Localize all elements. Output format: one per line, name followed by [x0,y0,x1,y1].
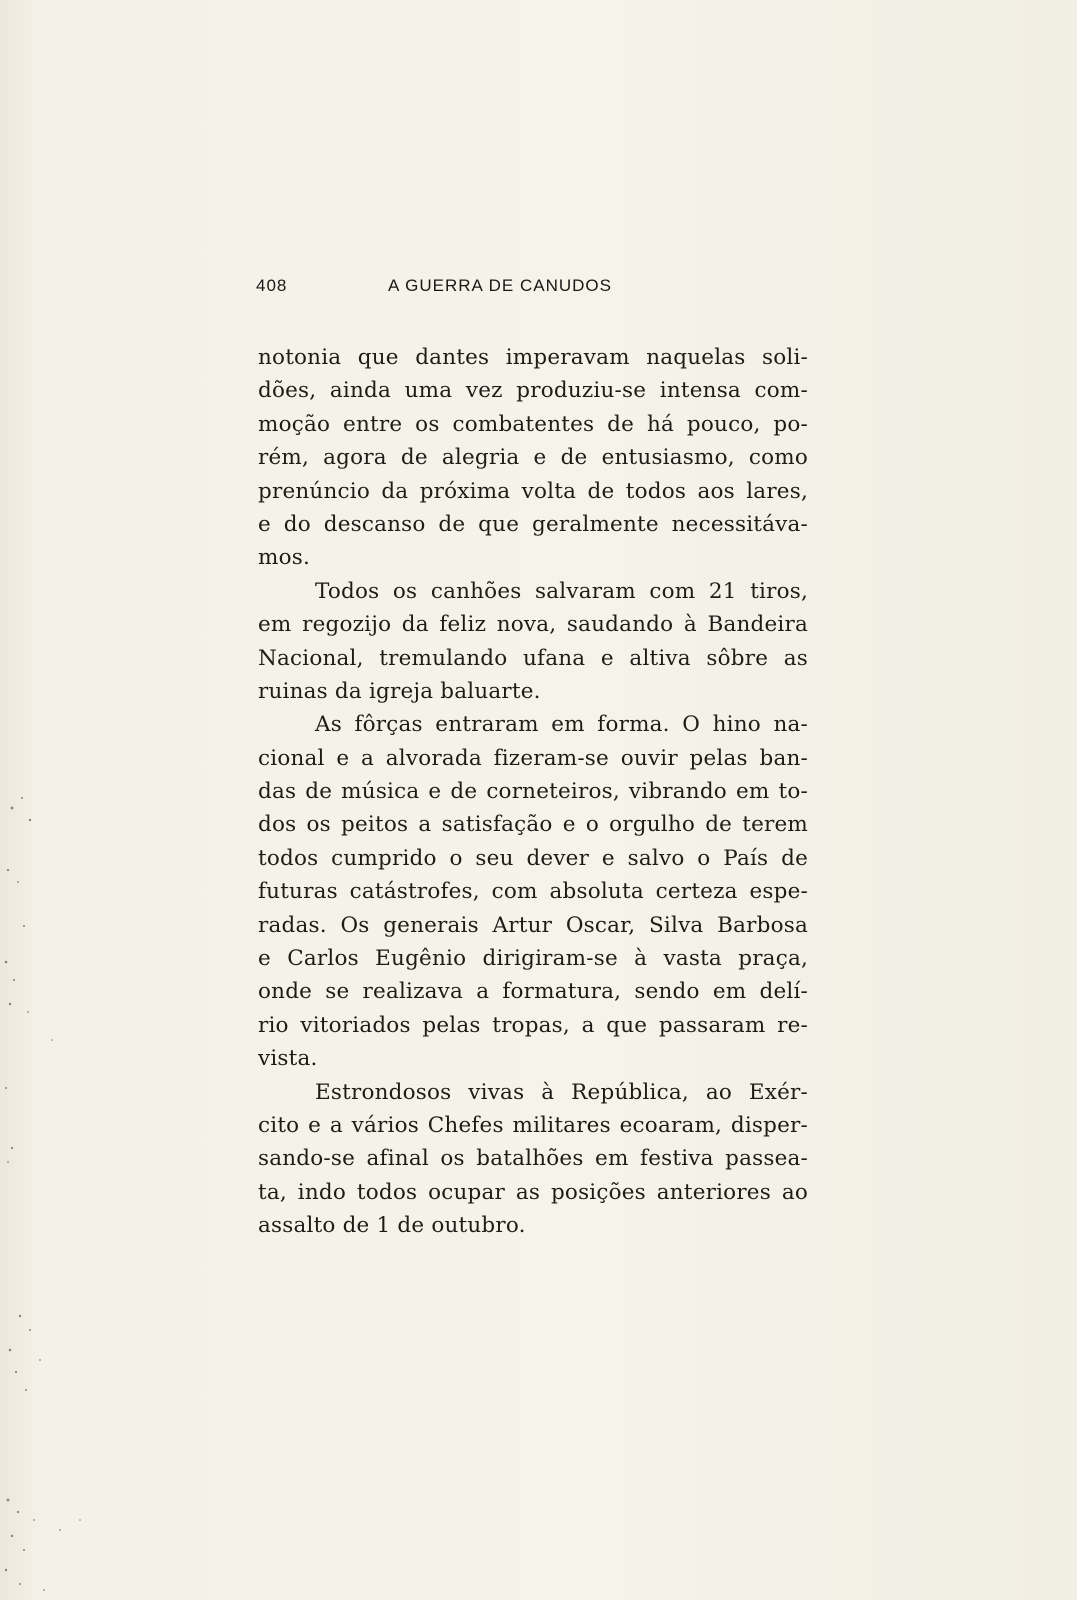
text-line: Nacional, tremulando ufana e altiva sôbre as [258,645,808,671]
text-line: ta, indo todos ocupar as posições anteriores ao [258,1179,808,1205]
text-line: assalto de 1 de outubro. [258,1213,526,1239]
text-line: mos. [258,545,310,571]
running-header [256,276,816,306]
paragraph-first-line: As fôrças entraram em forma. O hino na- [315,712,808,738]
text-line: onde se realizava a formatura, sendo em delí- [258,979,808,1005]
text-line: cional e a alvorada fizeram-se ouvir pelas ban- [258,745,808,771]
text-line: dos os peitos a satisfação e o orgulho de terem [258,812,808,838]
text-line: radas. Os generais Artur Oscar, Silva Barbosa [258,912,808,938]
text-line: ruinas da igreja baluarte. [258,678,541,704]
text-line: em regozijo da feliz nova, saudando à Bandeira [258,612,808,638]
text-line: moção entre os combatentes de há pouco, po- [258,411,808,437]
text-line: e Carlos Eugênio dirigiram-se à vasta praça, [258,946,808,972]
page-edge-speckles [0,0,110,1600]
text-line: rio vitoriados pelas tropas, a que passaram re- [258,1012,808,1038]
text-line: das de música e de corneteiros, vibrando em to- [258,779,808,805]
running-title: A GUERRA DE CANUDOS [388,276,612,295]
text-line: todos cumprido o seu dever e salvo o País de [258,845,808,871]
page-number: 408 [256,276,288,295]
paragraph-first-line: Estrondosos vivas à República, ao Exér- [315,1079,808,1105]
paragraph-first-line: Todos os canhões salvaram com 21 tiros, [315,578,808,604]
text-line: notonia que dantes imperavam naquelas soli- [258,345,808,370]
body-text [258,341,808,1243]
text-line: dões, ainda uma vez produziu-se intensa com- [258,378,808,404]
text-line: vista. [258,1046,318,1072]
text-line: futuras catástrofes, com absoluta certeza espe- [258,879,808,905]
text-line: e do descanso de que geralmente necessitáva- [258,511,808,537]
text-line: prenúncio da próxima volta de todos aos lares, [258,478,808,504]
text-line: cito e a vários Chefes militares ecoaram, disper- [258,1112,808,1138]
text-line: rém, agora de alegria e de entusiasmo, como [258,445,808,471]
text-line: sando-se afinal os batalhões em festiva passea- [258,1146,808,1172]
